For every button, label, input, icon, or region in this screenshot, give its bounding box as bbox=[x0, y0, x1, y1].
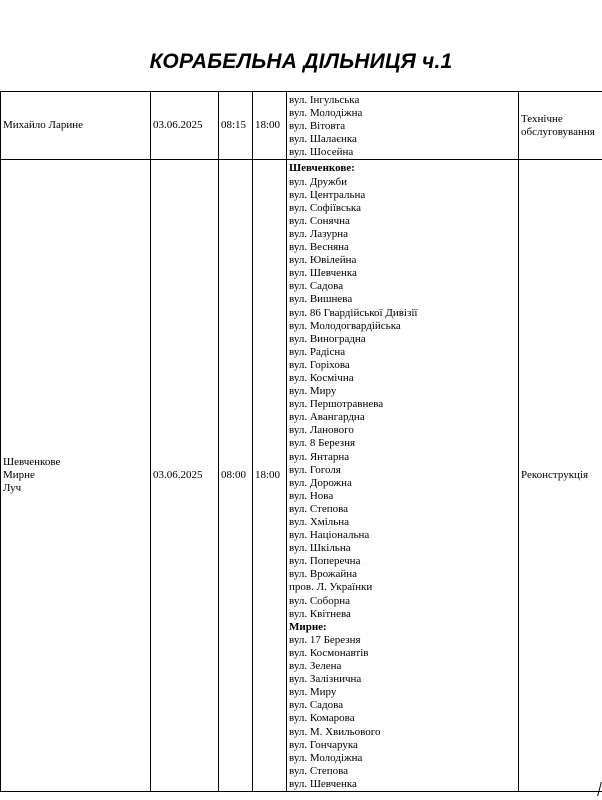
start-time-cell: 08:15 bbox=[219, 92, 253, 160]
settlement-cell bbox=[1, 92, 151, 160]
street-item: вул. Молодіжна bbox=[289, 751, 363, 764]
end-time-cell: 18:00 bbox=[253, 92, 287, 160]
end-time-cell: 18:00 bbox=[253, 160, 287, 792]
work-type-cell bbox=[519, 160, 602, 792]
street-item: вул. Дорожна bbox=[289, 476, 352, 489]
street-item: вул. Соборна bbox=[289, 594, 351, 607]
street-item: вул. Національна bbox=[289, 529, 370, 542]
street-item: вул. М. Хвильового bbox=[289, 725, 381, 738]
street-item: вул. Лазурна bbox=[289, 227, 349, 240]
streets-cell bbox=[287, 160, 519, 792]
street-item: вул. Космічна bbox=[289, 371, 354, 384]
settlement-name: Луч bbox=[3, 482, 22, 495]
street-item: вул. Весняна bbox=[289, 241, 349, 254]
street-item: вул. Шевченка bbox=[289, 267, 357, 280]
street-item: вул. Ювілейна bbox=[289, 254, 357, 267]
street-item: вул. Нова bbox=[289, 489, 334, 502]
street-item: вул. Ланового bbox=[289, 424, 354, 437]
street-item: вул. Хмільна bbox=[289, 516, 350, 528]
street-item: вул. 8 Березня bbox=[289, 437, 356, 450]
street-item: вул. Вишнева bbox=[289, 293, 353, 306]
street-item: вул. Квітнева bbox=[289, 607, 351, 620]
street-item: вул. Шосейна bbox=[289, 146, 354, 159]
street-item: вул. 86 Гвардійської Дивізії bbox=[289, 306, 418, 319]
date-cell: 03.06.2025 bbox=[151, 92, 219, 160]
street-item: вул. Залізнична bbox=[289, 673, 362, 686]
street-item: вул. Дружби bbox=[289, 175, 347, 188]
street-item: вул. Першотравнева bbox=[289, 398, 384, 411]
street-item: вул. Космонавтів bbox=[289, 646, 369, 659]
street-item: вул. Зелена bbox=[289, 660, 342, 673]
work-type-text: обслуговування bbox=[521, 125, 595, 138]
street-item: вул. Шалаєнка bbox=[289, 133, 357, 146]
street-item: вул. Гоголя bbox=[289, 463, 341, 476]
street-item: вул. Врожайна bbox=[289, 568, 358, 581]
street-item: вул. Гончарука bbox=[289, 738, 358, 751]
work-type-text: Реконструкція bbox=[521, 469, 589, 482]
page-title: КОРАБЕЛЬНА ДІЛЬНИЦЯ ч.1 bbox=[149, 50, 453, 73]
outage-schedule-table bbox=[0, 91, 602, 792]
village-heading: Мирне: bbox=[289, 620, 327, 633]
street-item: вул. Садова bbox=[289, 699, 344, 712]
start-time-cell: 08:00 bbox=[219, 160, 253, 792]
street-item: вул. Садова bbox=[289, 280, 344, 293]
street-item: пров. Л. Українки bbox=[289, 581, 373, 594]
street-item: вул. 17 Березня bbox=[289, 633, 361, 646]
street-item: вул. Миру bbox=[289, 385, 337, 398]
street-item: вул. Шевченка bbox=[289, 777, 357, 790]
street-item: вул. Миру bbox=[289, 686, 337, 699]
street-item: вул. Радісна bbox=[289, 345, 346, 358]
street-item: вул. Молодіжна bbox=[289, 107, 363, 120]
street-item: вул. Шкільна bbox=[289, 542, 351, 555]
settlement-name: Михайло Ларине bbox=[3, 119, 84, 132]
street-item: вул. Інгульська bbox=[289, 94, 360, 106]
table-row bbox=[1, 92, 602, 160]
village-heading: Шевченкове: bbox=[289, 162, 355, 175]
street-item: вул. Вітовта bbox=[289, 120, 346, 133]
street-item: вул. Сонячна bbox=[289, 214, 350, 227]
street-item: вул. Софіївська bbox=[289, 201, 361, 214]
street-item: вул. Поперечна bbox=[289, 555, 361, 568]
street-item: вул. Комарова bbox=[289, 712, 355, 725]
table-row bbox=[1, 160, 602, 792]
date-cell: 03.06.2025 bbox=[151, 160, 219, 792]
work-type-text: Технічне bbox=[521, 112, 563, 125]
settlement-name: Шевченкове bbox=[3, 456, 61, 469]
street-item: вул. Степова bbox=[289, 764, 349, 777]
street-item: вул. Виноградна bbox=[289, 332, 366, 345]
street-item: вул. Центральна bbox=[289, 188, 366, 201]
street-item: вул. Степова bbox=[289, 502, 349, 515]
street-item: вул. Горіхова bbox=[289, 358, 350, 371]
street-item: вул. Янтарна bbox=[289, 450, 350, 463]
streets-cell bbox=[287, 92, 519, 160]
street-item: вул. Молодогвардійська bbox=[289, 319, 401, 332]
street-item: вул. Авангардна bbox=[289, 411, 365, 424]
settlement-cell bbox=[1, 160, 151, 792]
work-type-cell bbox=[519, 92, 602, 160]
settlement-name: Мирне bbox=[3, 469, 35, 482]
